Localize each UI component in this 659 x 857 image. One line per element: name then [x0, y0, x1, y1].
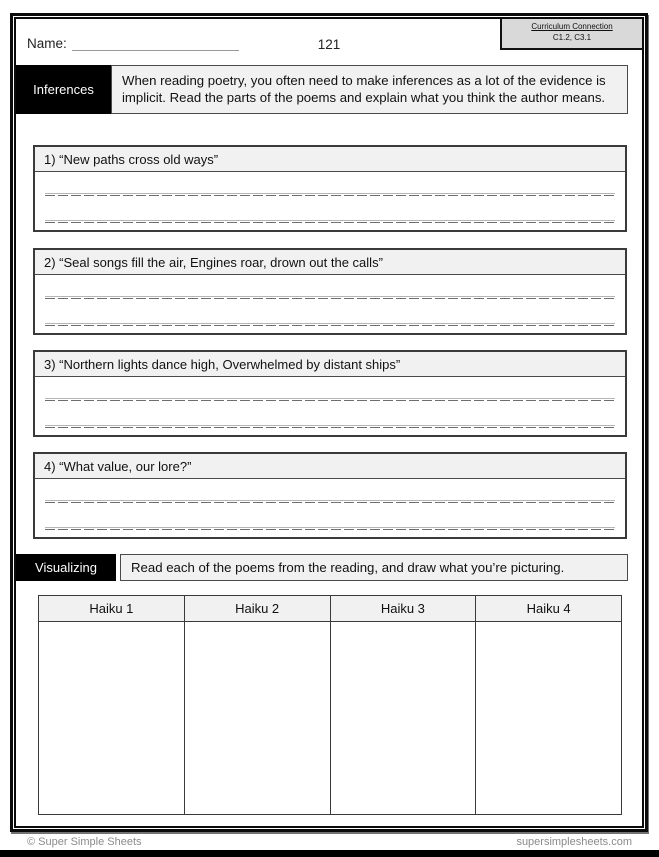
- question-box-4: [33, 452, 627, 539]
- haiku-table-header-row: [39, 596, 622, 622]
- question-3-prompt: 3) “Northern lights dance high, Overwhelmed by distant ships”: [35, 352, 625, 377]
- question-2-writing-line-2[interactable]: [45, 323, 615, 326]
- question-1-writing-line-2[interactable]: [45, 220, 615, 223]
- curriculum-connection-box: [500, 19, 642, 50]
- question-1-prompt: 1) “New paths cross old ways”: [35, 147, 625, 172]
- question-2-answer-area[interactable]: [35, 275, 625, 333]
- footer: [0, 836, 659, 848]
- visualizing-label: Visualizing: [16, 554, 116, 581]
- footer-copyright: © Super Simple Sheets: [27, 836, 142, 848]
- name-blank-line[interactable]: [72, 36, 239, 51]
- worksheet-page: [10, 13, 648, 832]
- haiku-2-drawing-cell[interactable]: [184, 622, 330, 815]
- haiku-4-header: Haiku 4: [476, 596, 622, 622]
- footer-website: supersimplesheets.com: [516, 836, 632, 848]
- curriculum-codes: C1.2, C3.1: [552, 32, 592, 42]
- name-label: Name:: [27, 36, 67, 51]
- page-number: 121: [317, 37, 341, 52]
- haiku-table-drawing-row: [39, 622, 622, 815]
- question-4-writing-line-1[interactable]: [45, 500, 615, 503]
- question-box-2: [33, 248, 627, 335]
- haiku-2-header: Haiku 2: [184, 596, 330, 622]
- question-2-writing-line-1[interactable]: [45, 296, 615, 299]
- inferences-label: Inferences: [16, 65, 111, 114]
- haiku-3-drawing-cell[interactable]: [330, 622, 476, 815]
- question-3-writing-line-2[interactable]: [45, 425, 615, 428]
- haiku-1-drawing-cell[interactable]: [39, 622, 185, 815]
- curriculum-title: Curriculum Connection: [531, 22, 613, 31]
- haiku-drawing-table: [38, 595, 622, 815]
- worksheet-page-inner: [14, 17, 644, 828]
- question-2-prompt: 2) “Seal songs fill the air, Engines roar, drown out the calls”: [35, 250, 625, 275]
- inferences-instruction: When reading poetry, you often need to make inferences as a lot of the evidence is implicit. Read the parts of the poems and explain what you think the author means.: [111, 65, 628, 114]
- question-3-answer-area[interactable]: [35, 377, 625, 435]
- haiku-4-drawing-cell[interactable]: [476, 622, 622, 815]
- question-box-3: [33, 350, 627, 437]
- question-1-writing-line-1[interactable]: [45, 193, 615, 196]
- inferences-section-header: [16, 65, 628, 114]
- question-box-1: [33, 145, 627, 232]
- question-4-writing-line-2[interactable]: [45, 527, 615, 530]
- haiku-1-header: Haiku 1: [39, 596, 185, 622]
- question-4-prompt: 4) “What value, our lore?”: [35, 454, 625, 479]
- question-4-answer-area[interactable]: [35, 479, 625, 537]
- question-1-answer-area[interactable]: [35, 172, 625, 230]
- question-3-writing-line-1[interactable]: [45, 398, 615, 401]
- haiku-3-header: Haiku 3: [330, 596, 476, 622]
- visualizing-section-header: [16, 554, 628, 581]
- bottom-black-bar: [0, 850, 659, 857]
- visualizing-instruction: Read each of the poems from the reading, and draw what you’re picturing.: [120, 554, 628, 581]
